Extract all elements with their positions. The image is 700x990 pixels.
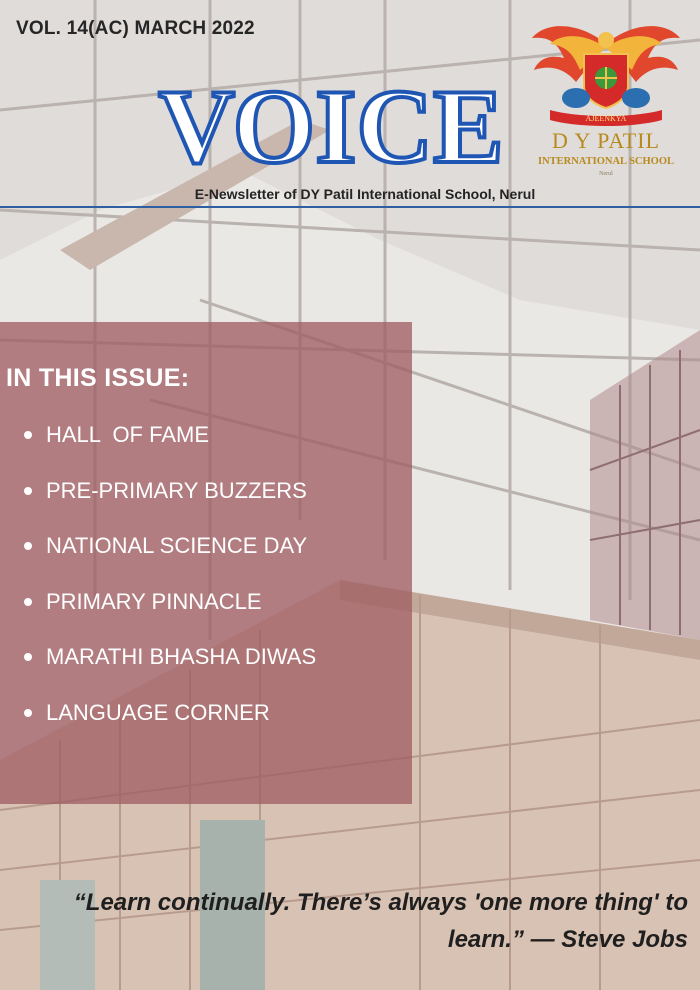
svg-text:Nerul: Nerul: [599, 171, 613, 177]
contents-item-national-science-day: [24, 533, 316, 589]
contents-item-hall-of-fame: [24, 422, 316, 478]
newsletter-subtitle: E-Newsletter of DY Patil International School, Nerul: [194, 186, 536, 202]
quote: [0, 884, 688, 958]
contents-item-pre-primary-buzzers: [24, 478, 316, 534]
quote-line-1: “Learn continually. There’s always 'one more thing' to: [73, 889, 688, 916]
contents-item-label: HALL OF FAME: [46, 422, 210, 447]
bullet-icon: [24, 431, 32, 439]
contents-item-label: LANGUAGE CORNER: [46, 699, 270, 725]
bullet-icon: [24, 598, 32, 606]
school-logo: [528, 14, 684, 180]
bullet-icon: [24, 542, 32, 550]
contents-item-language-corner: [24, 700, 316, 756]
svg-text:INTERNATIONAL SCHOOL: INTERNATIONAL SCHOOL: [537, 156, 675, 167]
contents-item-marathi-bhasha-diwas: [24, 644, 316, 700]
contents-item-label: MARATHI BHASHA DIWAS: [46, 644, 317, 670]
contents-list: [24, 422, 316, 756]
header-divider: [0, 206, 700, 208]
bullet-icon: [24, 487, 32, 495]
bullet-icon: [24, 653, 32, 661]
svg-text:AJEENKYA: AJEENKYA: [585, 114, 627, 123]
quote-line-2: learn.” — Steve Jobs: [447, 926, 688, 953]
svg-text:VOICE: VOICE: [158, 68, 504, 185]
contents-item-label: PRE-PRIMARY BUZZERS: [46, 477, 307, 503]
newsletter-title: [158, 66, 504, 185]
contents-item-label: PRIMARY PINNACLE: [46, 588, 262, 614]
contents-panel: [0, 322, 412, 804]
issue-volume-date: VOL. 14(AC) MARCH 2022: [16, 18, 255, 39]
contents-item-label: NATIONAL SCIENCE DAY: [46, 533, 308, 559]
contents-heading: IN THIS ISSUE:: [6, 364, 190, 392]
svg-text:D Y PATIL: D Y PATIL: [551, 128, 661, 153]
bullet-icon: [24, 709, 32, 717]
contents-item-primary-pinnacle: [24, 589, 316, 645]
